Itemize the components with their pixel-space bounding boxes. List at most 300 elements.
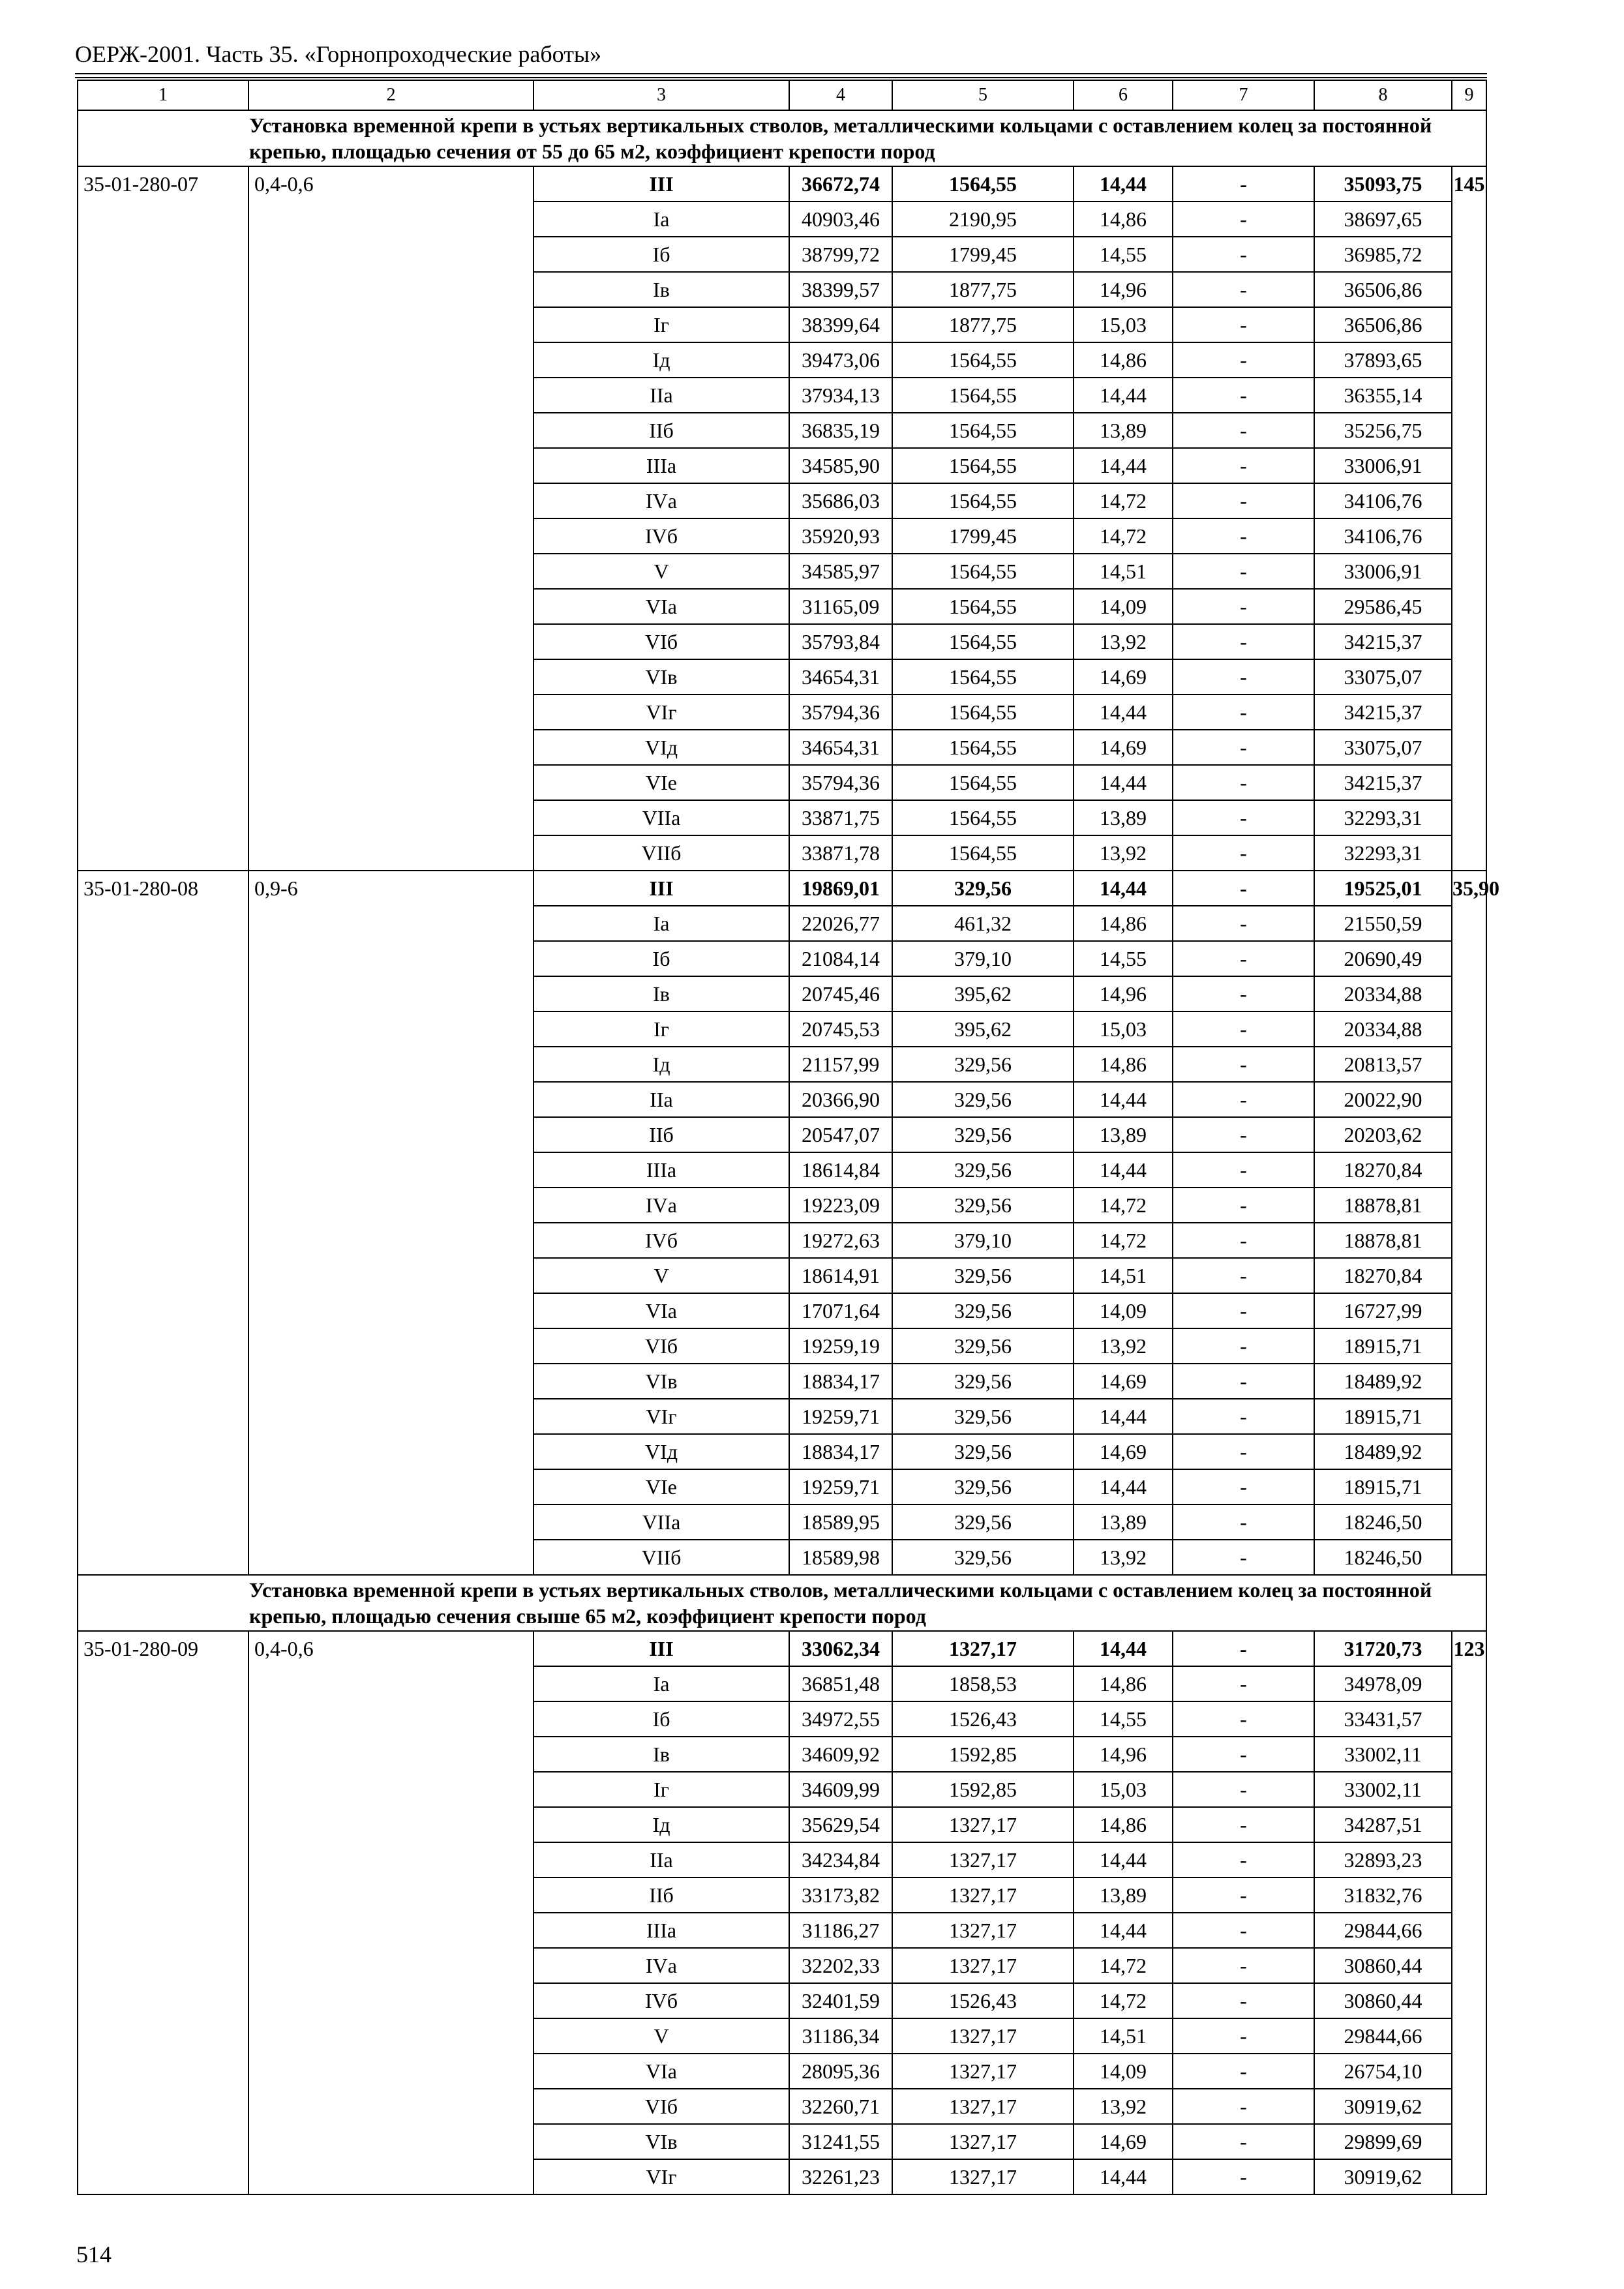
- rate-value: 14,86: [1074, 342, 1173, 378]
- zone-code: VIIб: [534, 1540, 789, 1575]
- rate-value: 329,56: [892, 1293, 1074, 1328]
- rate-value: 14,44: [1074, 765, 1173, 800]
- rate-value: -: [1173, 518, 1314, 554]
- rate-value: 14,86: [1074, 1666, 1173, 1701]
- rate-value: 14,09: [1074, 1293, 1173, 1328]
- rate-value: -: [1173, 1666, 1314, 1701]
- price-value: 35,90: [1452, 871, 1486, 1575]
- rate-value: -: [1173, 730, 1314, 765]
- column-number: 5: [892, 80, 1074, 110]
- rate-value: 34287,51: [1314, 1807, 1452, 1842]
- rate-value: 14,44: [1074, 2159, 1173, 2194]
- rate-value: 18834,17: [789, 1364, 892, 1399]
- rate-value: 19259,71: [789, 1399, 892, 1434]
- rate-value: 21550,59: [1314, 906, 1452, 941]
- zone-code: Iб: [534, 1701, 789, 1737]
- rate-value: 13,92: [1074, 1328, 1173, 1364]
- rate-value: 31165,09: [789, 589, 892, 624]
- zone-code: IVа: [534, 1188, 789, 1223]
- rate-value: 19259,19: [789, 1328, 892, 1364]
- rate-value: 14,69: [1074, 1434, 1173, 1469]
- column-number-row: [78, 80, 1486, 110]
- rate-value: -: [1173, 413, 1314, 448]
- rate-value: 329,56: [892, 1047, 1074, 1082]
- rate-value: -: [1173, 695, 1314, 730]
- rate-value: 329,56: [892, 871, 1074, 906]
- rate-value: 1327,17: [892, 2124, 1074, 2159]
- rate-value: -: [1173, 871, 1314, 906]
- rate-value: 329,56: [892, 1328, 1074, 1364]
- rate-value: 461,32: [892, 906, 1074, 941]
- rate-value: 34215,37: [1314, 765, 1452, 800]
- rate-value: 329,56: [892, 1469, 1074, 1504]
- rate-value: 14,44: [1074, 448, 1173, 483]
- rate-value: 35256,75: [1314, 413, 1452, 448]
- rate-value: 13,89: [1074, 1878, 1173, 1913]
- rate-value: 18614,91: [789, 1258, 892, 1293]
- rate-value: -: [1173, 448, 1314, 483]
- rate-value: 329,56: [892, 1540, 1074, 1575]
- rate-value: 1858,53: [892, 1666, 1074, 1701]
- rate-value: 33431,57: [1314, 1701, 1452, 1737]
- rate-value: -: [1173, 1293, 1314, 1328]
- rate-value: 33002,11: [1314, 1737, 1452, 1772]
- rate-value: 1799,45: [892, 518, 1074, 554]
- rate-value: 34106,76: [1314, 518, 1452, 554]
- hardness-range: 0,4-0,6: [248, 1631, 534, 2194]
- rate-value: 18614,84: [789, 1152, 892, 1188]
- rate-value: -: [1173, 1328, 1314, 1364]
- rate-value: -: [1173, 1188, 1314, 1223]
- rate-value: 1327,17: [892, 1842, 1074, 1878]
- zone-code: IIIа: [534, 448, 789, 483]
- rate-value: 26754,10: [1314, 2054, 1452, 2089]
- zone-code: IVа: [534, 483, 789, 518]
- zone-code: Iг: [534, 307, 789, 342]
- rate-value: 34234,84: [789, 1842, 892, 1878]
- page-header: ОЕРЖ-2001. Часть 35. «Горнопроходческие работы»: [75, 41, 602, 67]
- rate-value: 14,44: [1074, 378, 1173, 413]
- column-number: 8: [1314, 80, 1452, 110]
- rate-value: 379,10: [892, 941, 1074, 976]
- rate-value: 33006,91: [1314, 554, 1452, 589]
- rate-value: 1564,55: [892, 659, 1074, 695]
- rate-value: -: [1173, 906, 1314, 941]
- zone-code: IIа: [534, 1842, 789, 1878]
- rate-value: -: [1173, 2018, 1314, 2054]
- rate-value: 20547,07: [789, 1117, 892, 1152]
- rate-value: 329,56: [892, 1082, 1074, 1117]
- rate-value: 1799,45: [892, 237, 1074, 272]
- zone-code: III: [534, 166, 789, 202]
- rate-value: 18589,95: [789, 1504, 892, 1540]
- rate-value: 19272,63: [789, 1223, 892, 1258]
- rate-value: -: [1173, 1152, 1314, 1188]
- rate-value: 329,56: [892, 1399, 1074, 1434]
- page-number: 514: [76, 2241, 112, 2267]
- zone-code: VIIб: [534, 835, 789, 871]
- rate-value: 33062,34: [789, 1631, 892, 1666]
- rate-value: -: [1173, 1772, 1314, 1807]
- column-number: 4: [789, 80, 892, 110]
- rate-value: -: [1173, 1878, 1314, 1913]
- zone-code: IVб: [534, 1983, 789, 2018]
- rate-value: -: [1173, 554, 1314, 589]
- rate-value: 33075,07: [1314, 659, 1452, 695]
- rate-value: 14,09: [1074, 589, 1173, 624]
- rate-value: 21084,14: [789, 941, 892, 976]
- rate-value: -: [1173, 342, 1314, 378]
- zone-code: VIIа: [534, 800, 789, 835]
- hardness-range: 0,9-6: [248, 871, 534, 1575]
- rate-value: 36851,48: [789, 1666, 892, 1701]
- rate-value: 13,92: [1074, 835, 1173, 871]
- zone-code: Iв: [534, 272, 789, 307]
- rate-value: 36506,86: [1314, 272, 1452, 307]
- rate-value: 14,44: [1074, 1082, 1173, 1117]
- rate-value: 329,56: [892, 1258, 1074, 1293]
- rate-value: 38697,65: [1314, 202, 1452, 237]
- rate-value: 30860,44: [1314, 1948, 1452, 1983]
- rate-value: -: [1173, 272, 1314, 307]
- rate-value: 14,55: [1074, 941, 1173, 976]
- rate-value: 14,44: [1074, 1152, 1173, 1188]
- rate-code: 35-01-280-07: [78, 166, 248, 871]
- rate-value: 13,89: [1074, 1504, 1173, 1540]
- rate-value: -: [1173, 659, 1314, 695]
- column-number: 1: [78, 80, 248, 110]
- rate-value: -: [1173, 1223, 1314, 1258]
- rate-value: -: [1173, 1983, 1314, 2018]
- zone-code: IIа: [534, 378, 789, 413]
- rate-value: 31186,34: [789, 2018, 892, 2054]
- rate-value: 20334,88: [1314, 1011, 1452, 1047]
- rate-value: 35686,03: [789, 483, 892, 518]
- rate-value: -: [1173, 1631, 1314, 1666]
- zone-code: VIе: [534, 1469, 789, 1504]
- rate-value: 395,62: [892, 976, 1074, 1011]
- zone-code: VIа: [534, 2054, 789, 2089]
- rate-value: 16727,99: [1314, 1293, 1452, 1328]
- zone-code: IVб: [534, 518, 789, 554]
- zone-code: Iв: [534, 1737, 789, 1772]
- rate-value: -: [1173, 1504, 1314, 1540]
- rate-value: 18878,81: [1314, 1223, 1452, 1258]
- zone-code: VIв: [534, 659, 789, 695]
- rate-value: 32261,23: [789, 2159, 892, 2194]
- rate-value: 14,44: [1074, 1631, 1173, 1666]
- rate-value: -: [1173, 2124, 1314, 2159]
- rate-value: 1564,55: [892, 800, 1074, 835]
- rate-value: 18270,84: [1314, 1152, 1452, 1188]
- rate-value: 31832,76: [1314, 1878, 1452, 1913]
- zone-code: IIIа: [534, 1913, 789, 1948]
- zone-code: Iд: [534, 342, 789, 378]
- rate-value: 18246,50: [1314, 1504, 1452, 1540]
- rate-value: 36355,14: [1314, 378, 1452, 413]
- zone-code: VIд: [534, 730, 789, 765]
- rate-value: 36835,19: [789, 413, 892, 448]
- rate-value: 36672,74: [789, 166, 892, 202]
- rate-value: -: [1173, 1082, 1314, 1117]
- zone-code: VIе: [534, 765, 789, 800]
- rate-value: 1327,17: [892, 2018, 1074, 2054]
- rate-value: 32293,31: [1314, 800, 1452, 835]
- rate-value: -: [1173, 166, 1314, 202]
- rate-value: 1877,75: [892, 272, 1074, 307]
- rate-value: -: [1173, 1047, 1314, 1082]
- rate-value: 14,72: [1074, 1983, 1173, 2018]
- column-number: 6: [1074, 80, 1173, 110]
- rate-value: 33173,82: [789, 1878, 892, 1913]
- rate-value: -: [1173, 2089, 1314, 2124]
- rate-value: 19525,01: [1314, 871, 1452, 906]
- zone-code: IIа: [534, 1082, 789, 1117]
- rate-value: 14,86: [1074, 1807, 1173, 1842]
- zone-code: Iа: [534, 906, 789, 941]
- rate-value: 19223,09: [789, 1188, 892, 1223]
- rate-value: 20745,46: [789, 976, 892, 1011]
- rate-value: 14,09: [1074, 2054, 1173, 2089]
- rate-value: 1592,85: [892, 1772, 1074, 1807]
- rate-value: 40903,46: [789, 202, 892, 237]
- rate-value: -: [1173, 1258, 1314, 1293]
- rate-value: 34215,37: [1314, 624, 1452, 659]
- rate-value: 31720,73: [1314, 1631, 1452, 1666]
- rate-value: 36506,86: [1314, 307, 1452, 342]
- rate-value: 14,51: [1074, 554, 1173, 589]
- zone-code: Iг: [534, 1772, 789, 1807]
- rate-value: 18915,71: [1314, 1399, 1452, 1434]
- rate-value: 19259,71: [789, 1469, 892, 1504]
- rate-value: 14,55: [1074, 237, 1173, 272]
- rate-value: 37893,65: [1314, 342, 1452, 378]
- rate-value: 1327,17: [892, 1878, 1074, 1913]
- rate-value: 14,51: [1074, 2018, 1173, 2054]
- rate-value: 35793,84: [789, 624, 892, 659]
- zone-code: VIа: [534, 1293, 789, 1328]
- zone-code: V: [534, 1258, 789, 1293]
- rate-value: 34106,76: [1314, 483, 1452, 518]
- rate-value: 35629,54: [789, 1807, 892, 1842]
- rate-value: 20366,90: [789, 1082, 892, 1117]
- section-title: Установка временной крепи в устьях вертикальных стволов, металлическими кольцами с оставлением колец за постоянной крепью, площадью сечения от 55 до 65 м2, коэффициент крепости пород: [78, 110, 1486, 166]
- zone-code: IIIа: [534, 1152, 789, 1188]
- rate-value: 18270,84: [1314, 1258, 1452, 1293]
- rate-value: 18246,50: [1314, 1540, 1452, 1575]
- rate-value: 1327,17: [892, 1948, 1074, 1983]
- rate-value: 14,86: [1074, 1047, 1173, 1082]
- rate-value: 20203,62: [1314, 1117, 1452, 1152]
- hardness-range: 0,4-0,6: [248, 166, 534, 871]
- rate-value: 38399,57: [789, 272, 892, 307]
- rate-value: -: [1173, 765, 1314, 800]
- rate-value: 14,44: [1074, 695, 1173, 730]
- rate-value: 1327,17: [892, 1807, 1074, 1842]
- rate-value: 33871,75: [789, 800, 892, 835]
- rate-value: -: [1173, 1807, 1314, 1842]
- rate-value: 14,44: [1074, 1469, 1173, 1504]
- rate-value: 14,44: [1074, 1399, 1173, 1434]
- column-number: 7: [1173, 80, 1314, 110]
- rate-value: -: [1173, 483, 1314, 518]
- rate-value: 1564,55: [892, 835, 1074, 871]
- price-value: 145: [1452, 166, 1486, 871]
- zone-code: IVа: [534, 1948, 789, 1983]
- rate-value: 1564,55: [892, 589, 1074, 624]
- rate-value: -: [1173, 835, 1314, 871]
- table-row-main: [78, 871, 1486, 906]
- rate-value: 34654,31: [789, 659, 892, 695]
- rate-value: -: [1173, 800, 1314, 835]
- rate-value: 38399,64: [789, 307, 892, 342]
- rates-table: [77, 80, 1499, 2195]
- rate-value: 15,03: [1074, 307, 1173, 342]
- column-number: 3: [534, 80, 789, 110]
- rate-value: 31186,27: [789, 1913, 892, 1948]
- rate-value: 14,44: [1074, 1842, 1173, 1878]
- rate-value: 329,56: [892, 1364, 1074, 1399]
- rate-value: 22026,77: [789, 906, 892, 941]
- rate-value: 35093,75: [1314, 166, 1452, 202]
- rate-value: -: [1173, 202, 1314, 237]
- zone-code: VIг: [534, 2159, 789, 2194]
- rate-value: 35920,93: [789, 518, 892, 554]
- rate-value: 18834,17: [789, 1434, 892, 1469]
- rate-value: 1564,55: [892, 624, 1074, 659]
- rate-value: 13,89: [1074, 800, 1173, 835]
- rate-value: 34609,92: [789, 1737, 892, 1772]
- rate-value: -: [1173, 1364, 1314, 1399]
- zone-code: III: [534, 871, 789, 906]
- rate-value: 14,72: [1074, 483, 1173, 518]
- rate-value: 29899,69: [1314, 2124, 1452, 2159]
- rate-value: 14,69: [1074, 2124, 1173, 2159]
- rate-value: 1327,17: [892, 2054, 1074, 2089]
- rate-value: 30919,62: [1314, 2159, 1452, 2194]
- rate-value: 18878,81: [1314, 1188, 1452, 1223]
- zone-code: Iд: [534, 1047, 789, 1082]
- rate-value: 14,44: [1074, 1913, 1173, 1948]
- zone-code: IIб: [534, 413, 789, 448]
- zone-code: Iа: [534, 202, 789, 237]
- rate-value: 20690,49: [1314, 941, 1452, 976]
- zone-code: VIд: [534, 1434, 789, 1469]
- rate-value: 34609,99: [789, 1772, 892, 1807]
- zone-code: VIа: [534, 589, 789, 624]
- rate-value: -: [1173, 1011, 1314, 1047]
- header-rule: [75, 77, 1487, 78]
- rate-value: 35794,36: [789, 695, 892, 730]
- rate-value: 14,96: [1074, 272, 1173, 307]
- rate-value: 14,86: [1074, 202, 1173, 237]
- rate-value: -: [1173, 2054, 1314, 2089]
- rate-value: 14,55: [1074, 1701, 1173, 1737]
- rate-value: 329,56: [892, 1117, 1074, 1152]
- rate-value: 18589,98: [789, 1540, 892, 1575]
- zone-code: IIб: [534, 1117, 789, 1152]
- rate-value: 329,56: [892, 1188, 1074, 1223]
- rate-value: 35794,36: [789, 765, 892, 800]
- rate-value: 14,69: [1074, 1364, 1173, 1399]
- rate-value: 32401,59: [789, 1983, 892, 2018]
- rate-value: 1564,55: [892, 554, 1074, 589]
- section-title: Установка временной крепи в устьях вертикальных стволов, металлическими кольцами с оставлением колец за постоянной крепью, площадью сечения свыше 65 м2, коэффициент крепости пород: [78, 1575, 1486, 1631]
- rate-value: 15,03: [1074, 1772, 1173, 1807]
- rate-value: 14,69: [1074, 659, 1173, 695]
- zone-code: V: [534, 2018, 789, 2054]
- column-number: 9: [1452, 80, 1486, 110]
- rate-value: -: [1173, 1737, 1314, 1772]
- zone-code: V: [534, 554, 789, 589]
- rate-value: 18915,71: [1314, 1328, 1452, 1364]
- zone-code: VIг: [534, 695, 789, 730]
- rate-value: 329,56: [892, 1152, 1074, 1188]
- section-title-row: [78, 110, 1486, 166]
- rate-value: 2190,95: [892, 202, 1074, 237]
- rate-value: -: [1173, 589, 1314, 624]
- rate-value: 33006,91: [1314, 448, 1452, 483]
- zone-code: Iб: [534, 941, 789, 976]
- rate-value: 14,44: [1074, 871, 1173, 906]
- rate-value: 33871,78: [789, 835, 892, 871]
- rate-value: 28095,36: [789, 2054, 892, 2089]
- rate-value: 329,56: [892, 1434, 1074, 1469]
- rate-value: 30919,62: [1314, 2089, 1452, 2124]
- zone-code: VIв: [534, 2124, 789, 2159]
- table-row-main: [78, 1631, 1486, 1666]
- rate-value: 18915,71: [1314, 1469, 1452, 1504]
- rate-value: -: [1173, 1948, 1314, 1983]
- rate-value: 1564,55: [892, 730, 1074, 765]
- rate-value: 34215,37: [1314, 695, 1452, 730]
- rate-value: -: [1173, 976, 1314, 1011]
- rate-value: 20813,57: [1314, 1047, 1452, 1082]
- rate-value: 36985,72: [1314, 237, 1452, 272]
- column-number: 2: [248, 80, 534, 110]
- zone-code: Iб: [534, 237, 789, 272]
- zone-code: Iг: [534, 1011, 789, 1047]
- zone-code: VIг: [534, 1399, 789, 1434]
- rate-value: 34978,09: [1314, 1666, 1452, 1701]
- rate-value: 33075,07: [1314, 730, 1452, 765]
- rate-value: 1327,17: [892, 1631, 1074, 1666]
- rate-value: 14,69: [1074, 730, 1173, 765]
- rate-value: 14,96: [1074, 1737, 1173, 1772]
- zone-code: Iв: [534, 976, 789, 1011]
- rate-value: 379,10: [892, 1223, 1074, 1258]
- rate-value: 20334,88: [1314, 976, 1452, 1011]
- rate-value: 13,92: [1074, 624, 1173, 659]
- rate-value: 29586,45: [1314, 589, 1452, 624]
- price-value: 123: [1452, 1631, 1486, 2194]
- rate-value: 21157,99: [789, 1047, 892, 1082]
- rate-value: 29844,66: [1314, 1913, 1452, 1948]
- rate-value: 39473,06: [789, 342, 892, 378]
- rate-value: 14,72: [1074, 1188, 1173, 1223]
- rate-value: -: [1173, 2159, 1314, 2194]
- rate-value: 14,51: [1074, 1258, 1173, 1293]
- rate-value: 30860,44: [1314, 1983, 1452, 2018]
- zone-code: Iд: [534, 1807, 789, 1842]
- rate-code: 35-01-280-09: [78, 1631, 248, 2194]
- rate-value: 20745,53: [789, 1011, 892, 1047]
- rate-value: 1564,55: [892, 765, 1074, 800]
- rate-value: 34972,55: [789, 1701, 892, 1737]
- rate-value: 1564,55: [892, 448, 1074, 483]
- table-row-main: [78, 166, 1486, 202]
- rate-value: 32260,71: [789, 2089, 892, 2124]
